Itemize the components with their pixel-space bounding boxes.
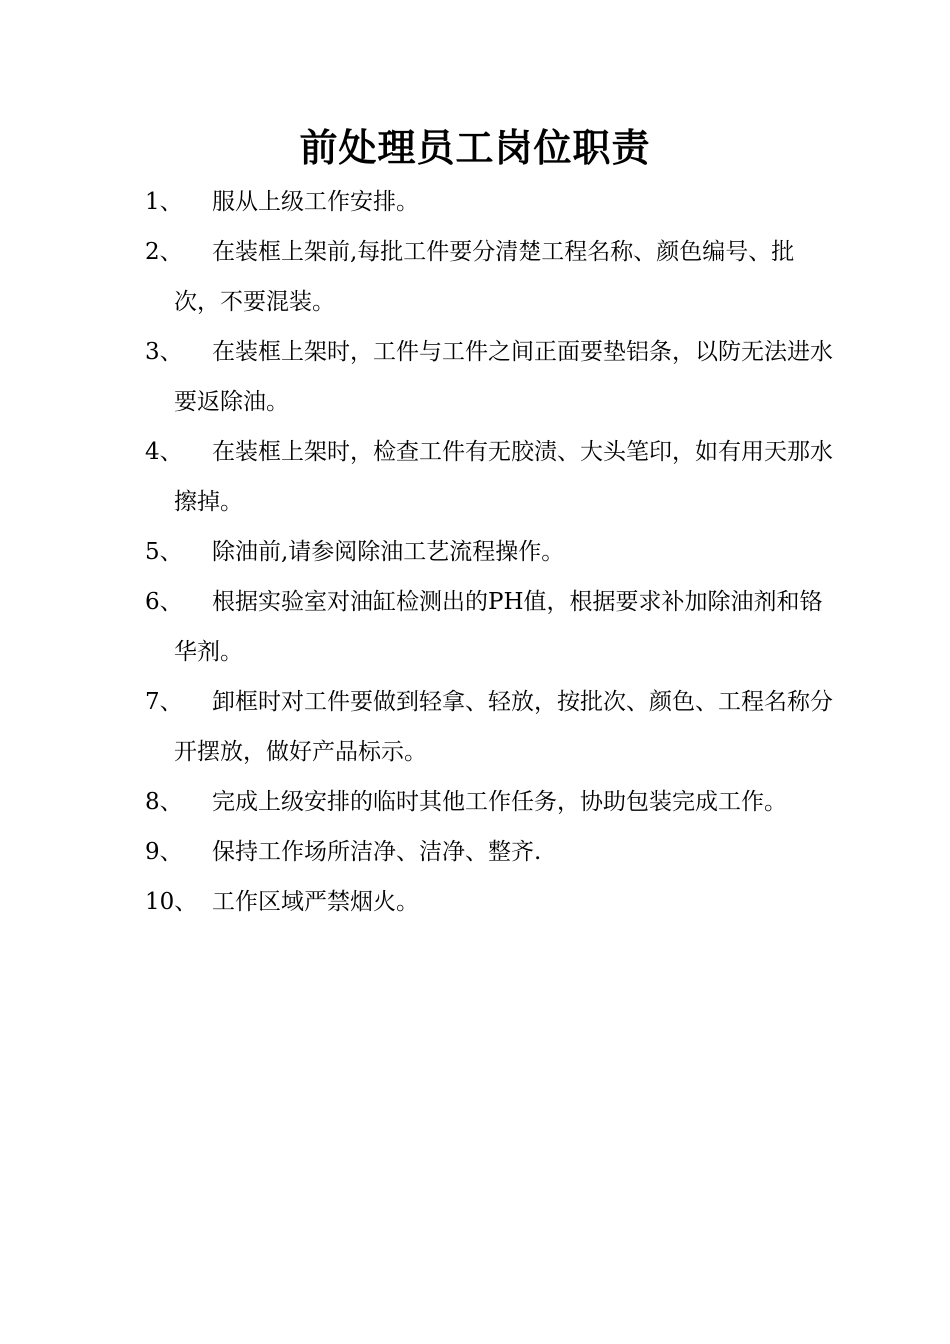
duty-text: 根据实验室对油缸检测出的PH值，根据要求补加除油剂和铬华剂。 [174,589,823,665]
duty-text: 卸框时对工件要做到轻拿、轻放，按批次、颜色、工程名称分开摆放，做好产品标示。 [174,689,833,765]
duty-number: 5、 [145,539,183,565]
duty-text: 在装框上架时，工件与工件之间正面要垫铝条，以防无法进水要返除油。 [174,339,833,415]
duty-number: 9、 [145,839,183,865]
document-title: 前处理员工岗位职责 [299,125,651,170]
duty-number: 8、 [145,789,183,815]
duty-number: 6、 [145,589,183,615]
duty-item [145,877,835,927]
duty-number: 7、 [145,689,183,715]
duty-number: 1、 [145,189,183,215]
duty-text: 工作区域严禁烟火。 [212,889,419,915]
duty-list [145,177,835,927]
duty-item [145,777,835,827]
duty-item [145,677,835,777]
duty-text: 保持工作场所洁净、洁净、整齐. [212,839,542,865]
duty-number: 4、 [145,439,183,465]
duty-number: 10、 [145,889,198,915]
duty-item [145,327,835,427]
duty-item [145,827,835,877]
duty-number: 2、 [145,239,183,265]
duty-text: 服从上级工作安排。 [212,189,419,215]
duty-number: 3、 [145,339,183,365]
duty-text: 在装框上架时，检查工件有无胶渍、大头笔印，如有用天那水擦掉。 [174,439,833,515]
duty-item [145,227,835,327]
duty-item [145,427,835,527]
duty-text: 完成上级安排的临时其他工作任务，协助包装完成工作。 [212,789,787,815]
duty-item [145,177,835,227]
duty-item [145,577,835,677]
duty-text: 在装框上架前,每批工件要分清楚工程名称、颜色编号、批次，不要混装。 [174,239,795,315]
duty-text: 除油前,请参阅除油工艺流程操作。 [212,539,565,565]
duty-item [145,527,835,577]
